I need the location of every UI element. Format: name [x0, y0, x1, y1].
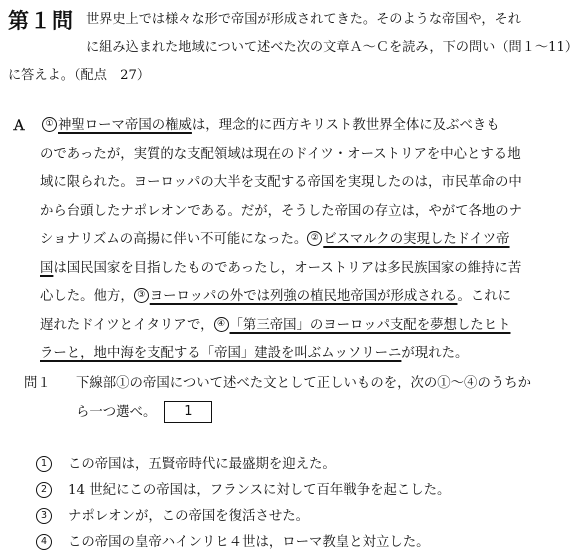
underlined-text-4a: 「第三帝国」のヨーロッパ支配を夢想したヒト	[229, 317, 511, 333]
passage-line-5	[40, 226, 514, 255]
choice-list	[36, 452, 506, 556]
question-text: 下線部①の帝国について述べた文として正しいものを，次の①～④のうちか	[76, 376, 532, 391]
choice-marker: 4	[36, 534, 52, 550]
choice-marker: 3	[36, 508, 52, 524]
question-1-line-1	[24, 370, 532, 399]
choice-marker: 2	[36, 482, 52, 498]
question-title: 第１問	[8, 9, 74, 33]
passage-line-4: から台頭したナポレオンである。だが，そうした帝国の存立は，やがて各地のナ	[40, 203, 523, 219]
question-1-line-2	[76, 399, 514, 428]
question-number: 問１	[24, 376, 51, 391]
choice-text: この帝国の皇帝ハインリヒ４世は，ローマ教皇と対立した。	[68, 535, 430, 550]
choice-text: この帝国は，五賢帝時代に最盛期を迎えた。	[68, 457, 336, 472]
underlined-text-4b: ラーと，地中海を支配する「帝国」建設を叫ぶムッソリーニ	[40, 346, 402, 361]
passage-text: 遅れたドイツとイタリアで，	[40, 317, 214, 333]
passage-line-7	[40, 283, 514, 312]
answer-box[interactable]: 1	[164, 401, 212, 423]
passage-line-6	[40, 255, 522, 284]
intro-line-2: に組み込まれた地域について述べた次の文章Ａ～Ｃを読み，下の問い（問１～11）	[86, 40, 578, 55]
choice-4[interactable]	[36, 530, 506, 556]
underlined-text-2b: 国	[40, 260, 54, 276]
passage-line-1	[42, 112, 514, 141]
underline-marker-2: ②	[307, 231, 322, 246]
choice-text: ナポレオンが，この帝国を復活させた。	[68, 509, 310, 524]
passage-line-3: 域に限られた。ヨーロッパの大半を支配する帝国を実現したのは，市民革命の中	[40, 175, 522, 190]
choice-3[interactable]	[36, 504, 506, 530]
question-text: ら一つ選べ。	[76, 404, 157, 420]
question-header	[8, 6, 578, 90]
underlined-text-2a: ビスマルクの実現したドイツ帝	[323, 232, 510, 247]
choice-2[interactable]	[36, 478, 506, 504]
passage-line-9	[40, 340, 514, 369]
passage-text: が現れた。	[401, 346, 469, 361]
passage-text: は，理念的に西方キリスト教世界全体に及ぶべきも	[191, 118, 500, 133]
question-1	[24, 370, 532, 427]
passage-text: ショナリズムの高揚に伴い不可能になった。	[40, 232, 308, 247]
passage-text: 。これに	[457, 289, 512, 304]
choice-1[interactable]	[36, 452, 506, 478]
passage-text: 心した。他方，	[40, 289, 134, 304]
intro-line-3: に答えよ。（配点 27）	[8, 68, 151, 83]
passage-text: は国民国家を目指したものであったし，オーストリアは多民族国家の維持に苦	[53, 260, 522, 276]
choice-marker: 1	[36, 456, 52, 472]
intro-line-1: 世界史上では様々な形で帝国が形成されてきた。そのような帝国や，それ	[86, 12, 521, 27]
underline-marker-3: ③	[134, 288, 149, 303]
passage-line-8	[40, 312, 514, 341]
underline-marker-4: ④	[214, 317, 229, 332]
underline-marker-1: ①	[42, 117, 57, 132]
passage-label: Ａ	[12, 118, 26, 134]
passage-line-2: のであったが，実質的な支配領域は現在のドイツ・オーストリアを中心とする地	[40, 146, 521, 162]
passage-a	[12, 112, 523, 369]
underlined-text-1: 神聖ローマ帝国の権威	[58, 118, 192, 133]
underlined-text-3: ヨーロッパの外では列強の植民地帝国が形成される	[149, 289, 458, 304]
choice-text: 14 世紀にこの帝国は，フランスに対して百年戦争を起こした。	[68, 483, 451, 498]
